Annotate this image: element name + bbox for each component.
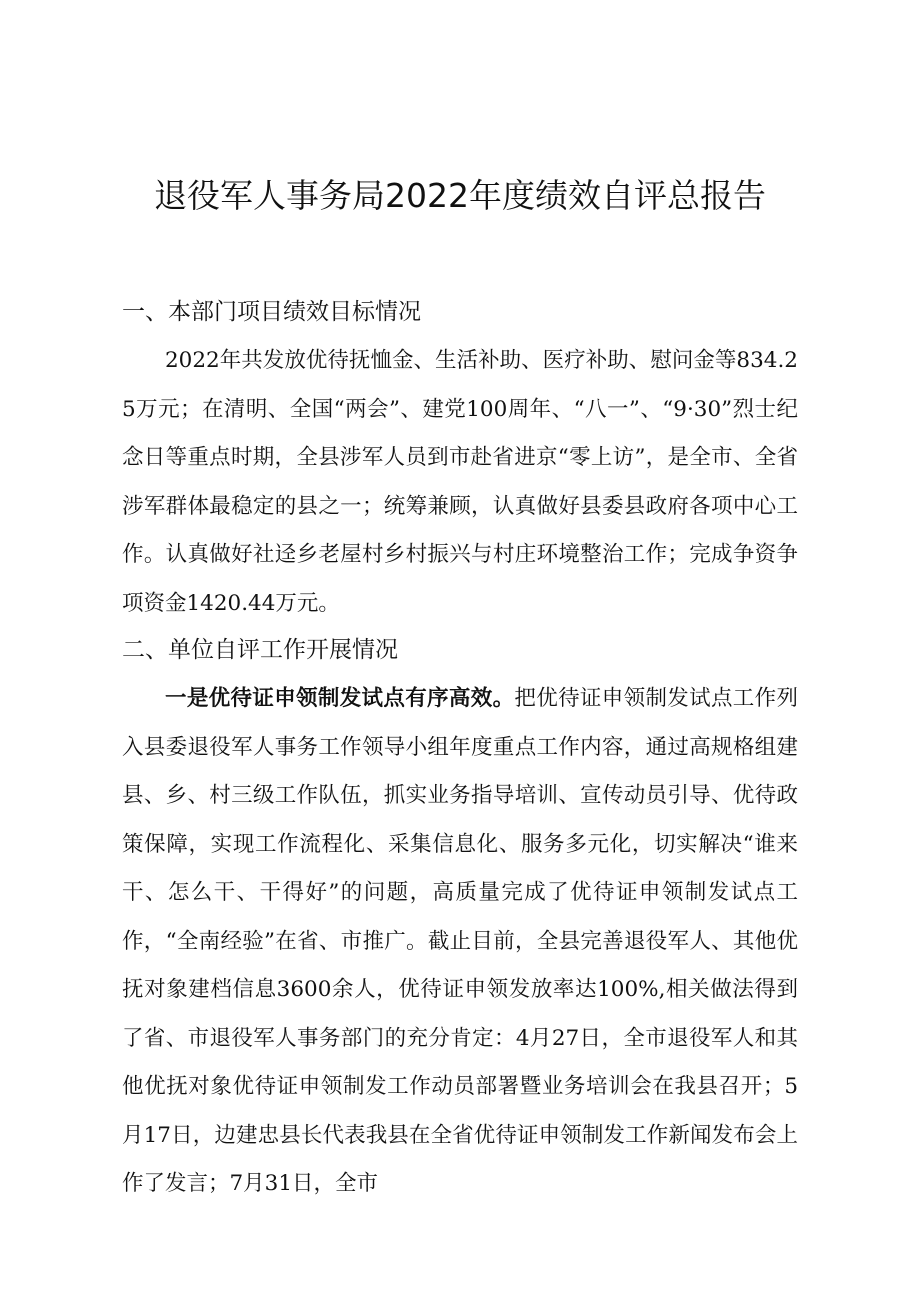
section-2-lead-sentence: 一是优待证申领制发试点有序高效。 [165, 686, 515, 711]
section-2-body-text: 把优待证申领制发试点工作列入县委退役军人事务工作领导小组年度重点工作内容，通过高规格组建县、乡、村三级工作队伍，抓实业务指导培训、宣传动员引导、优待政策保障，实现工作流程化、采集信息化、服务多元化，切实解决“谁来干、怎么干、干得好”的问题，高质量完成了优待证申领制发试点工作，“全南经验”在省、市推广。截止目前，全县完善退役军人、其他优抚对象建档信息3600余人，优待证申领发放率达100%,相关做法得到了省、市退役军人事务部门的充分肯定：4月27日，全市退役军人和其他优抚对象优待证申领制发工作动员部署暨业务培训会在我县召开；5月17日，边建忠县长代表我县在全省优待证申领制发工作新闻发布会上作了发言；7月31日，全市 [122, 686, 798, 1196]
section-2-paragraph [122, 675, 798, 1209]
document-title: 退役军人事务局2022年度绩效自评总报告 [154, 176, 766, 215]
section-heading-2: 二、单位自评工作开展情况 [122, 637, 398, 663]
section-1-paragraph: 2022年共发放优待抚恤金、生活补助、医疗补助、慰问金等834.25万元；在清明、全国“两会”、建党100周年、“八一”、“9·30”烈士纪念日等重点时期，全县涉军人员到市赴省进京“零上访”，是全市、全省涉军群体最稳定的县之一；统筹兼顾，认真做好县委县政府各项中心工作。认真做好社迳乡老屋村乡村振兴与村庄环境整治工作；完成争资争项资金1420.44万元。 [122, 348, 798, 616]
section-heading-1: 一、本部门项目绩效目标情况 [122, 299, 421, 325]
